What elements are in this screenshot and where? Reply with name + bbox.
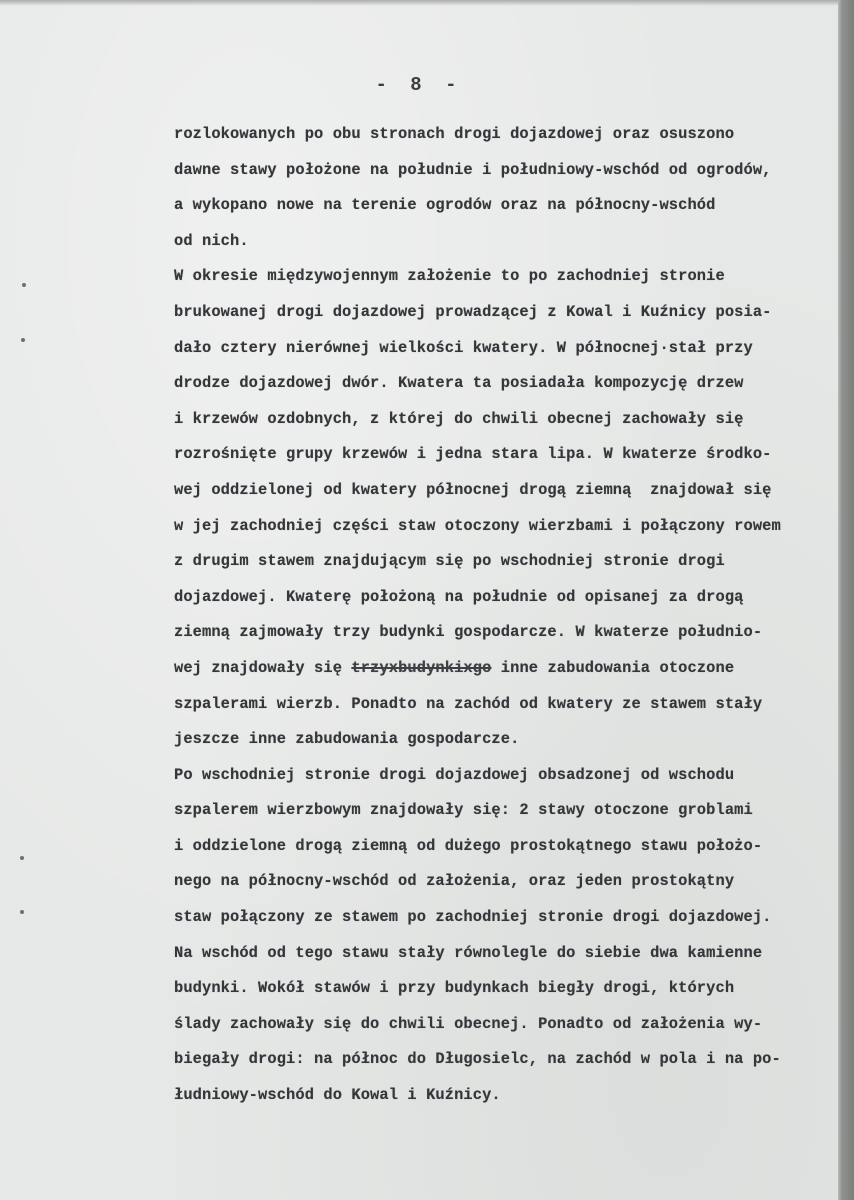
text-line: szpalerem wierzbowym znajdowały się: 2 stawy otoczone groblami <box>174 801 753 820</box>
text-line: szpalerami wierzb. Ponadto na zachód od kwatery ze stawem stały <box>174 694 763 713</box>
page-top-shadow <box>0 0 838 6</box>
text-line: biegały drogi: na północ do Długosielc, na zachód w pola i na po- <box>174 1050 781 1069</box>
text-line: drodze dojazdowej dwór. Kwatera ta posiadała kompozycję drzew <box>174 374 744 393</box>
text-line: ziemną zajmowały trzy budynki gospodarcze. W kwaterze południo- <box>174 623 763 642</box>
paper-speck <box>20 856 24 860</box>
text-line: budynki. Wokół stawów i przy budynkach biegły drogi, których <box>174 979 735 998</box>
text-line: z drugim stawem znajdującym się po wschodniej stronie drogi <box>174 552 725 571</box>
text-line: a wykopano nowe na terenie ogrodów oraz na północny-wschód <box>174 196 716 215</box>
text-segment: inne zabudowania otoczone <box>491 658 735 677</box>
text-line: rozrośnięte grupy krzewów i jedna stara lipa. W kwaterze środko- <box>174 445 772 464</box>
scanner-edge <box>838 0 854 1200</box>
struck-out-text: trzyxbudynkixgo <box>351 658 492 677</box>
paper-speck <box>22 283 26 287</box>
text-line: nego na północny-wschód od założenia, oraz jeden prostokątny <box>174 872 735 891</box>
text-line: i krzewów ozdobnych, z której do chwili obecnej zachowały się <box>174 409 744 428</box>
text-line: staw połączony ze stawem po zachodniej stronie drogi dojazdowej. <box>174 908 772 927</box>
text-line: brukowanej drogi dojazdowej prowadzącej z Kowal i Kuźnicy posia- <box>174 302 772 321</box>
text-segment: wej znajdowały się <box>174 658 352 677</box>
text-line: W okresie międzywojennym założenie to po zachodniej stronie <box>174 267 725 286</box>
text-line-with-strikeout <box>174 651 838 687</box>
text-line: dojazdowej. Kwaterę położoną na południe od opisanej za drogą <box>174 587 744 606</box>
typewritten-body <box>174 117 838 1114</box>
page-number: - 8 - <box>375 74 463 96</box>
text-line: łudniowy-wschód do Kowal i Kuźnicy. <box>174 1086 501 1105</box>
text-line: Na wschód od tego stawu stały równolegle do siebie dwa kamienne <box>174 943 763 962</box>
text-line: i oddzielone drogą ziemną od dużego prostokątnego stawu położo- <box>174 836 763 855</box>
text-line: ślady zachowały się do chwili obecnej. Ponadto od założenia wy- <box>174 1014 763 1033</box>
text-line: Po wschodniej stronie drogi dojazdowej obsadzonej od wschodu <box>174 765 735 784</box>
text-line: wej oddzielonej od kwatery północnej drogą ziemną znajdował się <box>174 480 772 499</box>
text-line: od nich. <box>174 231 249 250</box>
text-line: rozlokowanych po obu stronach drogi dojazdowej oraz osuszono <box>174 125 735 143</box>
paper-speck <box>20 910 24 914</box>
text-line: jeszcze inne zabudowania gospodarcze. <box>174 730 520 749</box>
text-line: w jej zachodniej części staw otoczony wierzbami i połączony rowem <box>174 516 781 535</box>
text-line: dało cztery nierównej wielkości kwatery. W północnej·stał przy <box>174 338 753 357</box>
text-line: dawne stawy położone na południe i południowy-wschód od ogrodów, <box>174 160 772 179</box>
paper-speck <box>21 338 25 342</box>
